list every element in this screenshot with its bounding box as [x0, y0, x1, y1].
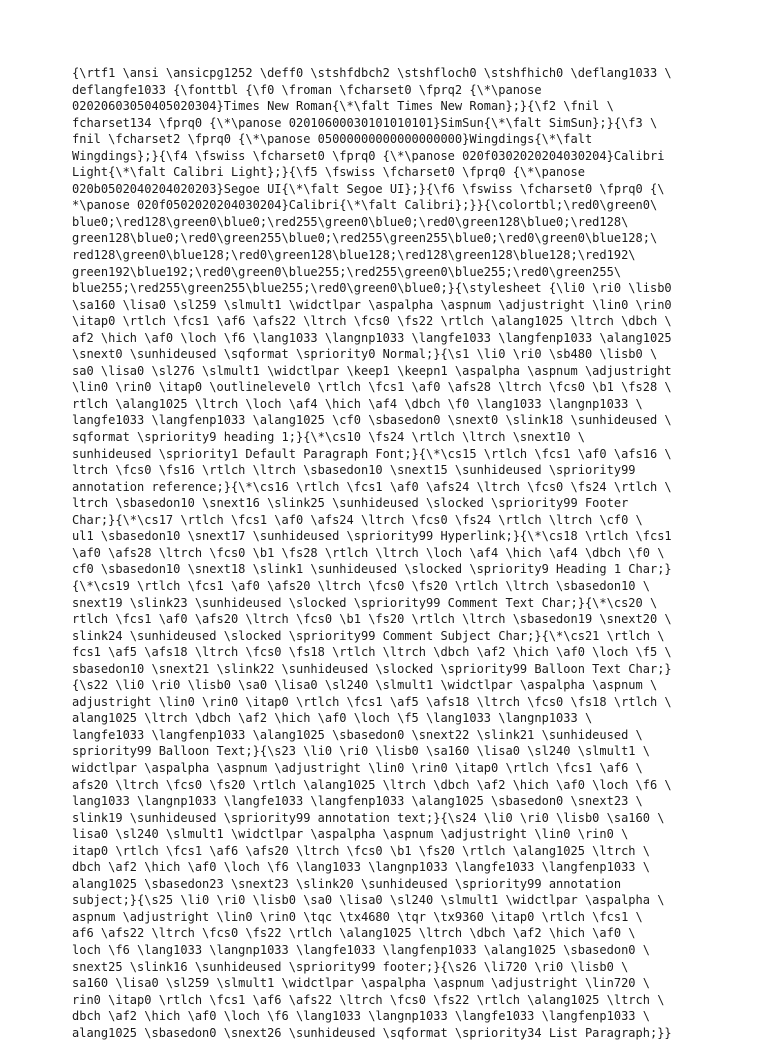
text-line: widctlpar \aspalpha \aspnum \adjustright \lin0 \rin0 \itap0 \rtlch \fcs1 \af6 \	[72, 760, 643, 775]
text-line: fcharset134 \fprq0 {\*\panose 02010600030101010101}SimSun{\*\falt SimSun};}{\f3 \	[72, 115, 658, 130]
text-line: snext25 \slink16 \sunhideused \spriority99 footer;}{\s26 \li720 \ri0 \lisb0 \	[72, 959, 629, 974]
text-line: snext19 \slink23 \sunhideused \slocked \spriority99 Comment Text Char;}{\*\cs20 \	[72, 595, 658, 610]
text-line: alang1025 \sbasedon0 \snext26 \sunhideused \sqformat \spriority34 List Paragraph;}}	[72, 1025, 672, 1040]
text-line: af6 \afs22 \ltrch \fcs0 \fs22 \rtlch \alang1025 \ltrch \dbch \af2 \hich \af0 \	[72, 926, 636, 941]
text-line: \itap0 \rtlch \fcs1 \af6 \afs22 \ltrch \fcs0 \fs22 \rtlch \alang1025 \ltrch \dbch \	[72, 314, 672, 329]
text-line: \af0 \afs28 \ltrch \fcs0 \b1 \fs28 \rtlch \ltrch \loch \af4 \hich \af4 \dbch \f0 \	[72, 545, 665, 560]
text-line: rtlch \fcs1 \af0 \afs20 \ltrch \fcs0 \b1 \fs20 \rtlch \ltrch \sbasedon19 \snext20 \	[72, 612, 672, 627]
text-line: langfe1033 \langfenp1033 \alang1025 \sbasedon0 \snext22 \slink21 \sunhideused \	[72, 727, 643, 742]
text-line: blue255;\red255\green255\blue255;\red0\green0\blue0;}{\stylesheet {\li0 \ri0 \lisb0	[72, 281, 672, 296]
text-line: sqformat \spriority9 heading 1;}{\*\cs10 \fs24 \rtlch \ltrch \snext10 \	[72, 430, 585, 445]
text-line: dbch \af2 \hich \af0 \loch \f6 \lang1033 \langnp1033 \langfe1033 \langfenp1033 \	[72, 860, 650, 875]
text-line: annotation reference;}{\*\cs16 \rtlch \fcs1 \af0 \afs24 \ltrch \fcs0 \fs24 \rtlch \	[72, 479, 672, 494]
rtf-source-text	[72, 65, 712, 1041]
text-line: slink19 \sunhideused \spriority99 annotation text;}{\s24 \li0 \ri0 \lisb0 \sa160 \	[72, 810, 665, 825]
text-line: af2 \hich \af0 \loch \f6 \lang1033 \langnp1033 \langfe1033 \langfenp1033 \alang1025	[72, 330, 672, 345]
text-line: red128\green0\blue128;\red0\green128\blue128;\red128\green128\blue128;\red192\	[72, 248, 636, 263]
text-line: alang1025 \sbasedon23 \snext23 \slink20 \sunhideused \spriority99 annotation	[72, 876, 622, 891]
text-line: 020b0502040204020203}Segoe UI{\*\falt Segoe UI};}{\f6 \fswiss \fcharset0 \fprq0 {\	[72, 181, 665, 196]
text-line: lisa0 \sl240 \slmult1 \widctlpar \aspalpha \aspnum \adjustright \lin0 \rin0 \	[72, 827, 629, 842]
text-line: alang1025 \ltrch \dbch \af2 \hich \af0 \loch \f5 \lang1033 \langnp1033 \	[72, 711, 593, 726]
text-line: ltrch \fcs0 \fs16 \rtlch \ltrch \sbasedon10 \snext15 \sunhideused \spriority99	[72, 463, 636, 478]
text-line: \sa160 \lisa0 \sl259 \slmult1 \widctlpar \aspalpha \aspnum \adjustright \lin0 \rin0	[72, 297, 672, 312]
text-line: {\*\cs19 \rtlch \fcs1 \af0 \afs20 \ltrch \fcs0 \fs20 \rtlch \ltrch \sbasedon10 \	[72, 578, 650, 593]
text-line: \snext0 \sunhideused \sqformat \spriority0 Normal;}{\s1 \li0 \ri0 \sb480 \lisb0 \	[72, 347, 658, 362]
text-line: green128\blue0;\red0\green255\blue0;\red255\green255\blue0;\red0\green0\blue128;\	[72, 231, 658, 246]
text-line: Wingdings};}{\f4 \fswiss \fcharset0 \fprq0 {\*\panose 020f0302020204030204}Calibri	[72, 148, 665, 163]
text-line: sa0 \lisa0 \sl276 \slmult1 \widctlpar \keep1 \keepn1 \aspalpha \aspnum \adjustright	[72, 363, 672, 378]
text-line: afs20 \ltrch \fcs0 \fs20 \rtlch \alang1025 \ltrch \dbch \af2 \hich \af0 \loch \f6 \	[72, 777, 672, 792]
text-line: spriority99 Balloon Text;}{\s23 \li0 \ri0 \lisb0 \sa160 \lisa0 \sl240 \slmult1 \	[72, 744, 650, 759]
text-line: cf0 \sbasedon10 \snext18 \slink1 \sunhideused \slocked \spriority9 Heading 1 Char;}	[72, 562, 672, 577]
text-line: *\panose 020f0502020204030204}Calibri{\*\falt Calibri};}}{\colortbl;\red0\green0\	[72, 198, 658, 213]
text-line: Light{\*\falt Calibri Light};}{\f5 \fswiss \fcharset0 \fprq0 {\*\panose	[72, 165, 585, 180]
text-line: lang1033 \langnp1033 \langfe1033 \langfenp1033 \alang1025 \sbasedon0 \snext23 \	[72, 794, 643, 809]
text-line: sbasedon10 \snext21 \slink22 \sunhideused \slocked \spriority99 Balloon Text Char;}	[72, 661, 672, 676]
text-line: deflangfe1033 {\fonttbl {\f0 \froman \fcharset0 \fprq2 {\*\panose	[72, 82, 542, 97]
text-line: blue0;\red128\green0\blue0;\red255\green0\blue0;\red0\green128\blue0;\red128\	[72, 214, 629, 229]
text-line: ul1 \sbasedon10 \snext17 \sunhideused \spriority99 Hyperlink;}{\*\cs18 \rtlch \fcs1	[72, 529, 672, 544]
text-line: fnil \fcharset2 \fprq0 {\*\panose 05000000000000000000}Wingdings{\*\falt	[72, 132, 593, 147]
text-line: aspnum \adjustright \lin0 \rin0 \tqc \tx4680 \tqr \tx9360 \itap0 \rtlch \fcs1 \	[72, 909, 643, 924]
text-line: ltrch \sbasedon10 \snext16 \slink25 \sunhideused \slocked \spriority99 Footer	[72, 496, 629, 511]
text-line: sunhideused \spriority1 Default Paragraph Font;}{\*\cs15 \rtlch \fcs1 \af0 \afs16 \	[72, 446, 672, 461]
text-line: 02020603050405020304}Times New Roman{\*\falt Times New Roman};}{\f2 \fnil \	[72, 99, 614, 114]
text-line: {\s22 \li0 \ri0 \lisb0 \sa0 \lisa0 \sl240 \slmult1 \widctlpar \aspalpha \aspnum \	[72, 678, 658, 693]
text-line: dbch \af2 \hich \af0 \loch \f6 \lang1033 \langnp1033 \langfe1033 \langfenp1033 \	[72, 1009, 650, 1024]
text-line: rtlch \alang1025 \ltrch \loch \af4 \hich \af4 \dbch \f0 \lang1033 \langnp1033 \	[72, 396, 643, 411]
text-line: itap0 \rtlch \fcs1 \af6 \afs20 \ltrch \fcs0 \b1 \fs20 \rtlch \alang1025 \ltrch \	[72, 843, 650, 858]
text-line: loch \f6 \lang1033 \langnp1033 \langfe1033 \langfenp1033 \alang1025 \sbasedon0 \	[72, 942, 650, 957]
text-line: \lin0 \rin0 \itap0 \outlinelevel0 \rtlch \fcs1 \af0 \afs28 \ltrch \fcs0 \b1 \fs28 \	[72, 380, 672, 395]
text-line: rin0 \itap0 \rtlch \fcs1 \af6 \afs22 \ltrch \fcs0 \fs22 \rtlch \alang1025 \ltrch \	[72, 992, 665, 1007]
text-line: slink24 \sunhideused \slocked \spriority99 Comment Subject Char;}{\*\cs21 \rtlch \	[72, 628, 665, 643]
text-line: fcs1 \af5 \afs18 \ltrch \fcs0 \fs18 \rtlch \ltrch \dbch \af2 \hich \af0 \loch \f5 \	[72, 645, 672, 660]
text-line: subject;}{\s25 \li0 \ri0 \lisb0 \sa0 \lisa0 \sl240 \slmult1 \widctlpar \aspalpha \	[72, 893, 665, 908]
text-line: langfe1033 \langfenp1033 \alang1025 \cf0 \sbasedon0 \snext0 \slink18 \sunhideused \	[72, 413, 672, 428]
text-line: Char;}{\*\cs17 \rtlch \fcs1 \af0 \afs24 \ltrch \fcs0 \fs24 \rtlch \ltrch \cf0 \	[72, 512, 643, 527]
text-line: {\rtf1 \ansi \ansicpg1252 \deff0 \stshfdbch2 \stshfloch0 \stshfhich0 \deflang1033 \	[72, 66, 672, 80]
text-line: adjustright \lin0 \rin0 \itap0 \rtlch \fcs1 \af5 \afs18 \ltrch \fcs0 \fs18 \rtlch \	[72, 694, 672, 709]
text-line: green192\blue192;\red0\green0\blue255;\red255\green0\blue255;\red0\green255\	[72, 264, 622, 279]
text-line: sa160 \lisa0 \sl259 \slmult1 \widctlpar \aspalpha \aspnum \adjustright \lin720 \	[72, 976, 650, 991]
